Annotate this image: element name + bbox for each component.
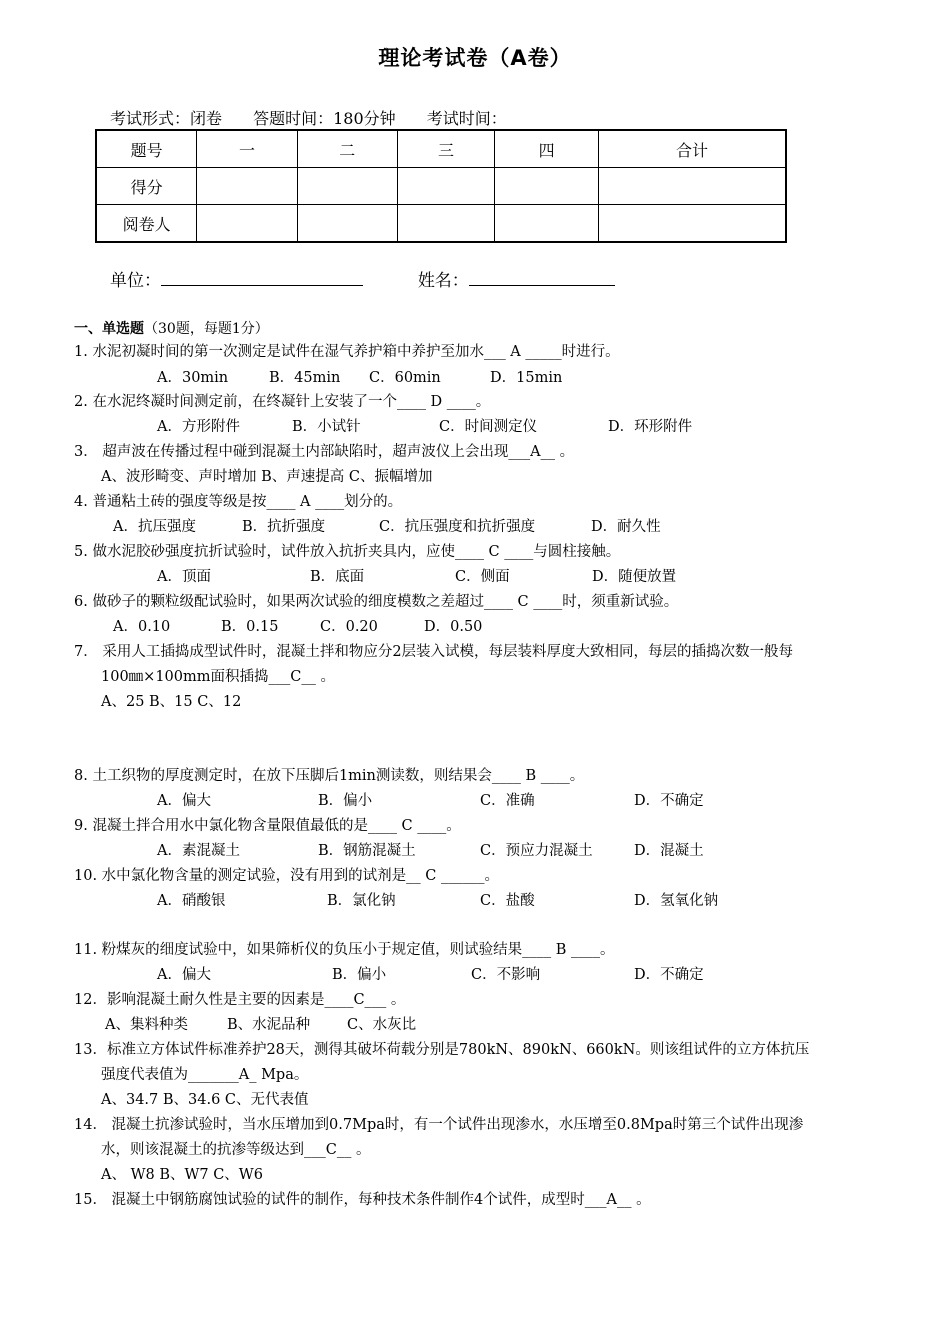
- option: A、34.7 B、34.6 C、无代表值: [101, 1092, 309, 1108]
- option: D．环形附件: [608, 419, 693, 435]
- unit-label: 单位：: [110, 271, 161, 291]
- option: B．偏小: [318, 793, 373, 809]
- option: C．60min: [369, 370, 441, 386]
- question-options: [101, 467, 432, 487]
- option: C．0.20: [320, 619, 378, 635]
- grader-cell[interactable]: [599, 205, 786, 243]
- option: B．小试针: [292, 419, 361, 435]
- option: C、水灰比: [347, 1017, 417, 1033]
- option: D．15min: [490, 370, 563, 386]
- header-cell: 二: [297, 130, 397, 168]
- section-note: （30题，每题1分）: [144, 321, 269, 337]
- score-cell[interactable]: [197, 168, 298, 205]
- option: B．钢筋混凝土: [318, 843, 416, 859]
- option: C．时间测定仪: [439, 419, 538, 435]
- question-options: [113, 517, 661, 537]
- grader-cell[interactable]: [297, 205, 397, 243]
- option: C．抗压强度和抗折强度: [379, 519, 536, 535]
- option: A．30min: [157, 370, 229, 386]
- question-options: [113, 617, 482, 637]
- score-cell[interactable]: [397, 168, 495, 205]
- question-text-continued: 水，则该混凝土的抗渗等级达到___C__ 。: [101, 1142, 371, 1158]
- name-blank[interactable]: [469, 269, 615, 286]
- header-cell: 三: [397, 130, 495, 168]
- name-label: 姓名：: [417, 271, 469, 291]
- exam-info: [110, 106, 533, 129]
- option: B、水泥品种: [227, 1017, 311, 1033]
- question-text-continued: 100㎜×100mm面积插捣___C__ 。: [101, 669, 335, 685]
- score-table-header-row: [96, 130, 786, 168]
- option: B．偏小: [332, 967, 387, 983]
- header-cell: 一: [197, 130, 298, 168]
- question-text: 9. 混凝土拌合用水中氯化物含量限值最低的是____ C ____。: [74, 818, 461, 834]
- option: A、集料种类: [105, 1017, 188, 1033]
- question-options: [101, 1090, 309, 1110]
- question-options: [101, 692, 241, 712]
- grader-cell[interactable]: [397, 205, 495, 243]
- option: A．偏大: [157, 793, 211, 809]
- option: D．不确定: [634, 793, 704, 809]
- option: A．抗压强度: [113, 519, 196, 535]
- option: D．不确定: [634, 967, 704, 983]
- grader-cell[interactable]: [495, 205, 599, 243]
- question-text: 7． 采用人工插捣成型试件时，混凝土拌和物应分2层装入试模，每层装料厚度大致相同，每层的插捣次数一般每: [74, 644, 794, 660]
- question-text: 14． 混凝土抗渗试验时，当水压增加到0.7Mpa时，有一个试件出现渗水，水压增至0.8Mpa时第三个试件出现渗: [74, 1117, 804, 1133]
- option: A．素混凝土: [157, 843, 240, 859]
- option: C．预应力混凝土: [480, 843, 593, 859]
- score-cell[interactable]: [297, 168, 397, 205]
- header-cell: 题号: [96, 130, 197, 168]
- option: D．0.50: [424, 619, 483, 635]
- question-options: [157, 368, 562, 388]
- question-text: 10. 水中氯化物含量的测定试验，没有用到的试剂是__ C ______。: [74, 868, 499, 884]
- question-options: [105, 1015, 416, 1035]
- option: C．侧面: [455, 569, 510, 585]
- section-heading: [74, 318, 269, 338]
- question-options: [157, 965, 704, 985]
- option: B．0.15: [221, 619, 279, 635]
- option: A．顶面: [157, 569, 211, 585]
- option: D．氢氧化钠: [634, 893, 719, 909]
- option: A．硝酸银: [157, 893, 226, 909]
- question-options: [157, 891, 718, 911]
- grader-cell[interactable]: [197, 205, 298, 243]
- question-options: [157, 567, 676, 587]
- unit-blank[interactable]: [161, 269, 363, 286]
- option: C．不影响: [471, 967, 541, 983]
- option: B．抗折强度: [242, 519, 326, 535]
- option: D．耐久性: [591, 519, 661, 535]
- header-cell: 合计: [599, 130, 786, 168]
- exam-duration: 答题时间：180分钟: [253, 109, 396, 128]
- question-text-continued: 强度代表值为_______A_ Mpa。: [101, 1067, 309, 1083]
- question-text: 4. 普通粘土砖的强度等级是按____ A ____划分的。: [74, 494, 403, 510]
- question-text: 13．标准立方体试件标准养护28天，测得其破坏荷载分别是780kN、890kN、660kN。则该组试件的立方体抗压: [74, 1042, 810, 1058]
- question-text: 3． 超声波在传播过程中碰到混凝土内部缺陷时，超声波仪上会出现___A__ 。: [74, 444, 575, 460]
- question-options: [101, 1165, 263, 1185]
- score-cell[interactable]: [599, 168, 786, 205]
- row-label: 得分: [96, 168, 197, 205]
- question-text: 12．影响混凝土耐久性是主要的因素是____C___ 。: [74, 992, 406, 1008]
- option: D．随便放置: [592, 569, 677, 585]
- option: A、 W8 B、W7 C、W6: [101, 1167, 263, 1183]
- question-options: [157, 791, 704, 811]
- option: A．偏大: [157, 967, 211, 983]
- header-cell: 四: [495, 130, 599, 168]
- option: A、波形畸变、声时增加 B、声速提高 C、振幅增加: [101, 469, 433, 485]
- page-title: 理论考试卷（A卷）: [378, 46, 572, 70]
- option: C．准确: [480, 793, 535, 809]
- score-row: [96, 168, 786, 205]
- question-text: 15． 混凝土中钢筋腐蚀试验的试件的制作，每种技术条件制作4个试件，成型时___A__ 。: [74, 1192, 651, 1208]
- option: C．盐酸: [480, 893, 535, 909]
- question-text: 2. 在水泥终凝时间测定前，在终凝针上安装了一个____ D ____。: [74, 394, 491, 410]
- option: A．方形附件: [157, 419, 240, 435]
- option: B．氯化钠: [327, 893, 396, 909]
- question-text: 8. 土工织物的厚度测定时，在放下压脚后1min测读数，则结果会____ B ____。: [74, 768, 585, 784]
- score-table: [95, 129, 787, 243]
- unit-name-line: [110, 266, 615, 291]
- question-options: [157, 841, 704, 861]
- option: A．0.10: [113, 619, 171, 635]
- exam-form: 考试形式：闭卷: [110, 109, 223, 128]
- question-text: 6. 做砂子的颗粒级配试验时，如果两次试验的细度模数之差超过____ C ____时，须重新试验。: [74, 594, 679, 610]
- exam-time: 考试时间：: [426, 109, 507, 128]
- question-text: 1. 水泥初凝时间的第一次测定是试件在湿气养护箱中养护至加水___ A _____时进行。: [74, 344, 620, 360]
- question-text: 11. 粉煤灰的细度试验中，如果筛析仪的负压小于规定值，则试验结果____ B ____。: [74, 942, 615, 958]
- section-title: 一、单选题: [74, 321, 144, 337]
- option: D．混凝土: [634, 843, 704, 859]
- option: A、25 B、15 C、12: [101, 694, 242, 710]
- grader-row: [96, 205, 786, 243]
- row-label: 阅卷人: [96, 205, 197, 243]
- score-cell[interactable]: [495, 168, 599, 205]
- question-options: [157, 417, 692, 437]
- option: B．底面: [310, 569, 365, 585]
- question-text: 5. 做水泥胶砂强度抗折试验时，试件放入抗折夹具内，应使____ C ____与圆柱接触。: [74, 544, 621, 560]
- option: B．45min: [269, 370, 341, 386]
